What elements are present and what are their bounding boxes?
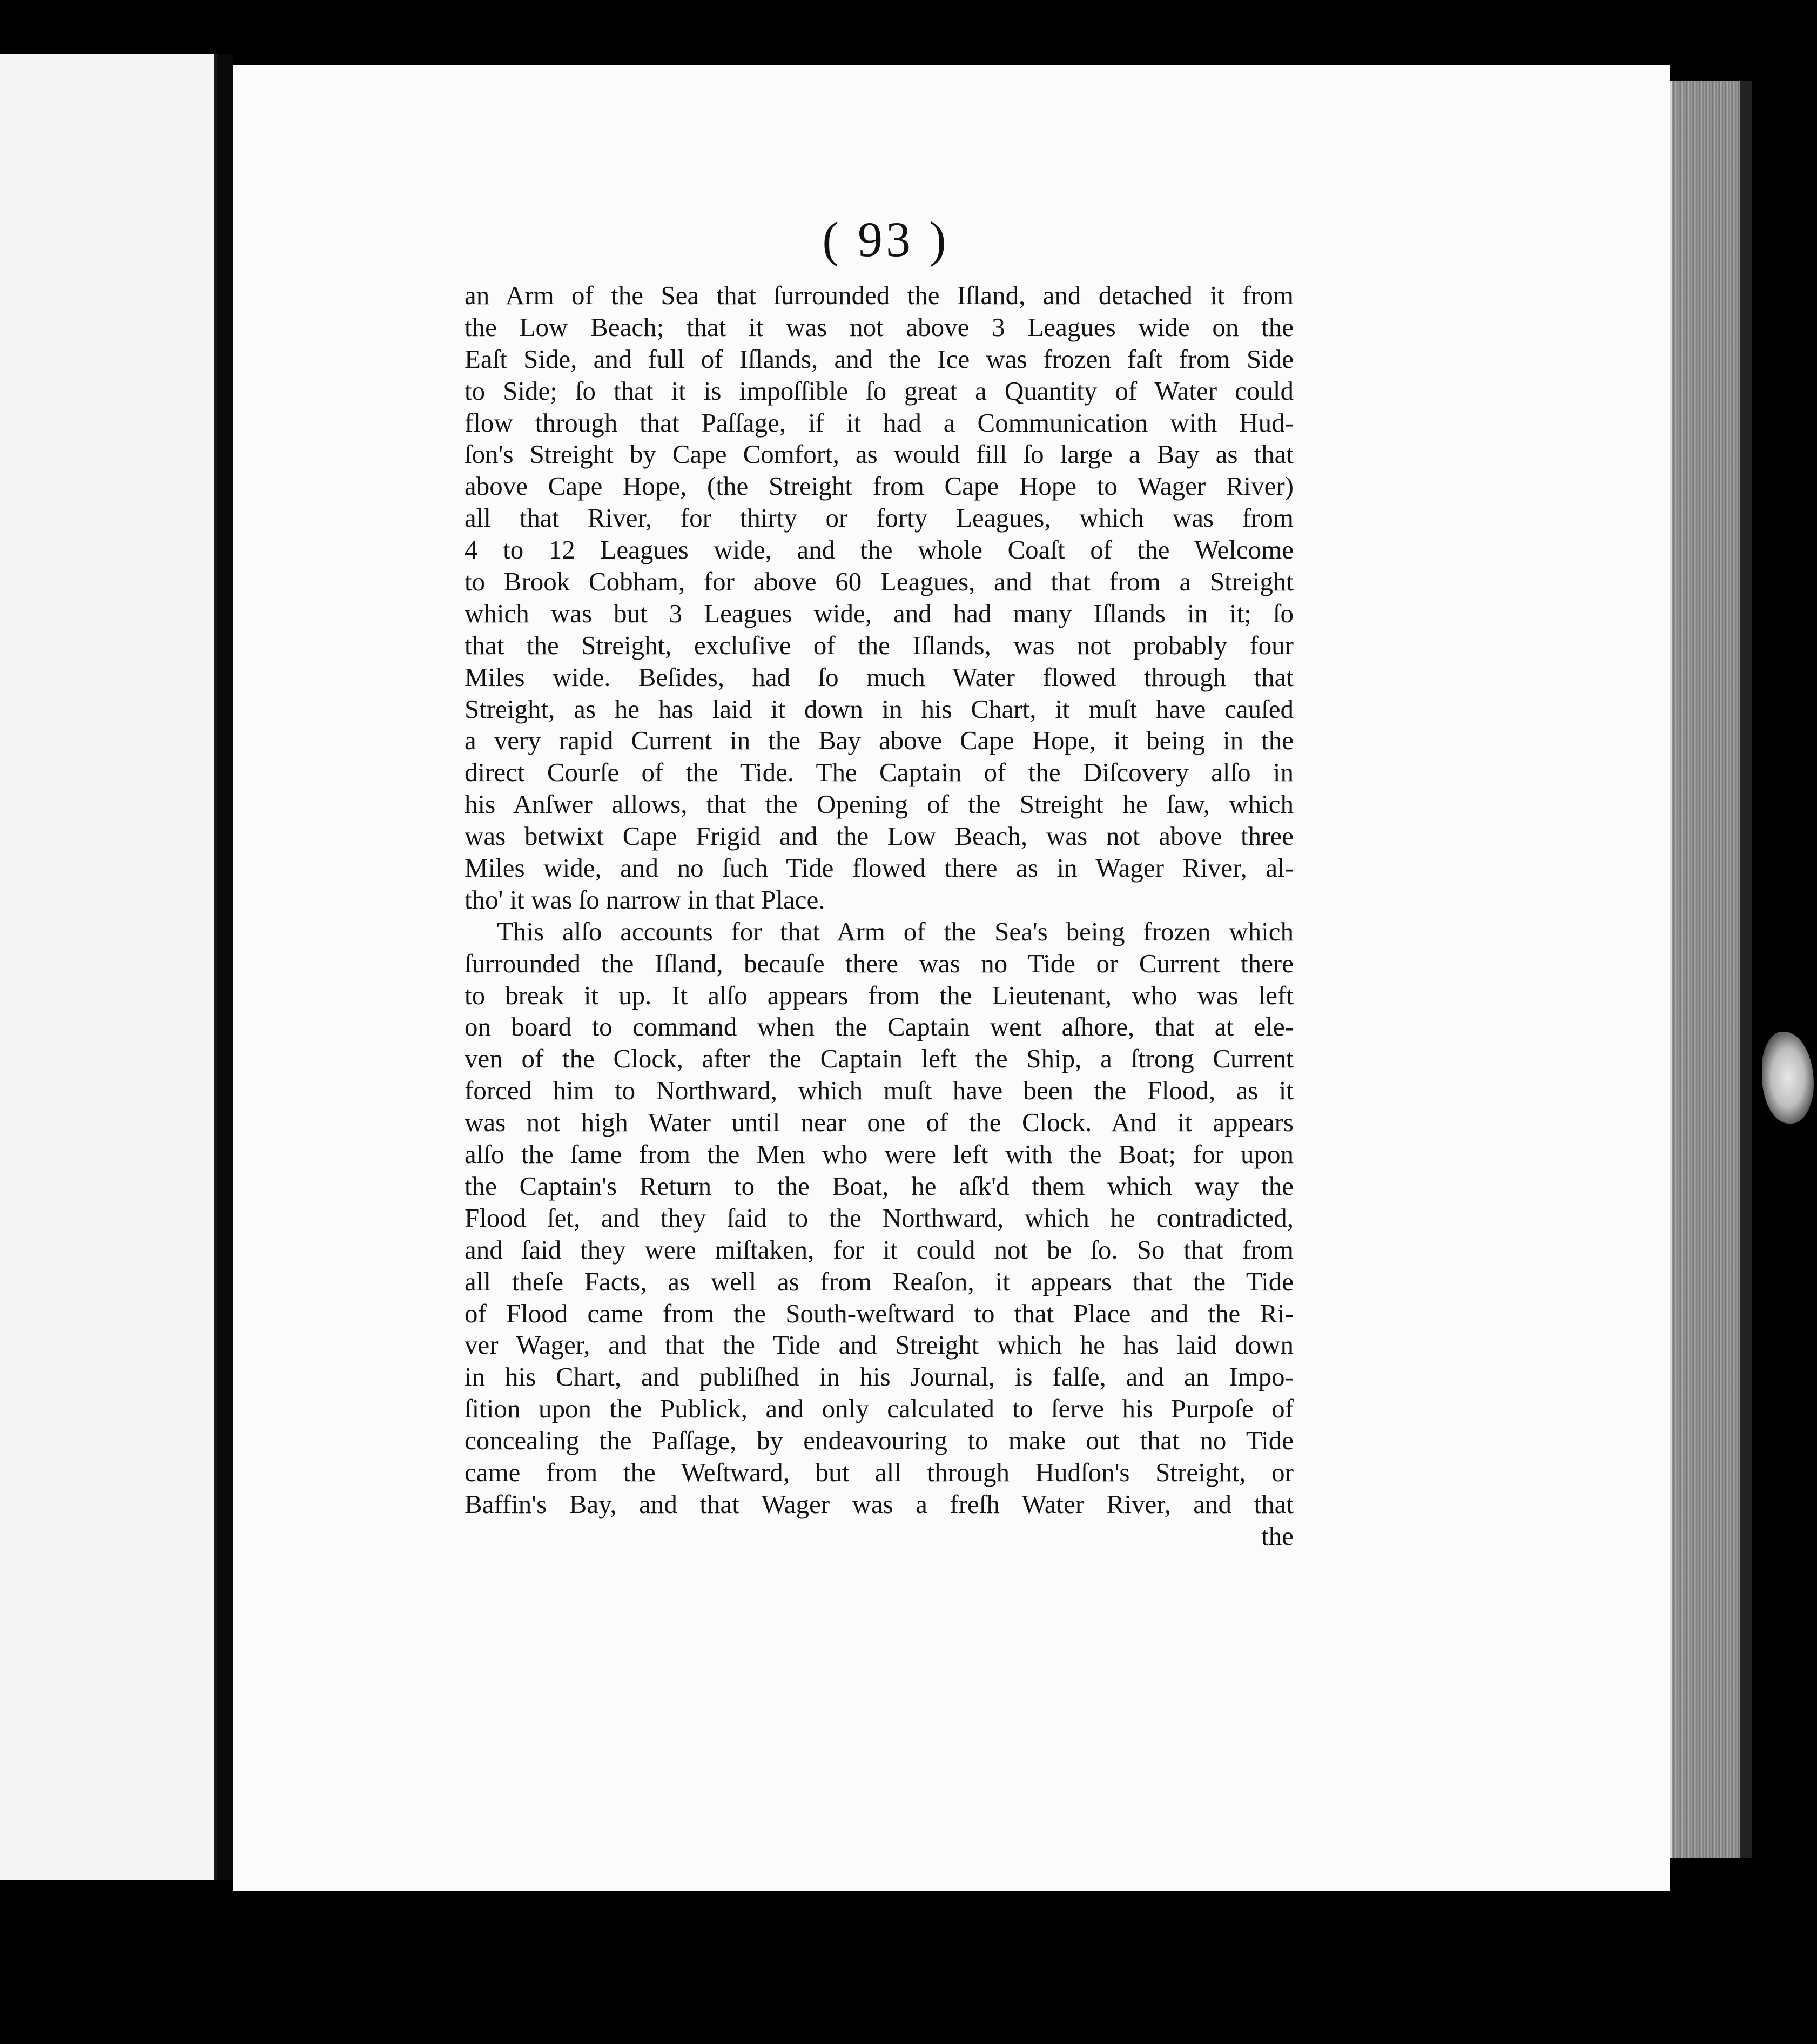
text-line: came from the Weſtward, but all through Hudſon's Streight, or <box>465 1457 1294 1487</box>
text-line: an Arm of the Sea that ſurrounded the Iſland, and detached it from <box>465 280 1294 310</box>
text-line: ſon's Streight by Cape Comfort, as would fill ſo large a Bay as that <box>465 439 1294 469</box>
text-line: forced him to Northward, which muſt have been the Flood, as it <box>465 1075 1294 1106</box>
text-line: of Flood came from the South-weſtward to that Place and the Ri- <box>465 1298 1294 1328</box>
text-line: a very rapid Current in the Bay above Cape Hope, it being in the <box>465 725 1294 756</box>
body-text <box>465 280 1294 1552</box>
text-line: ſition upon the Publick, and only calculated to ſerve his Purpoſe of <box>465 1394 1294 1424</box>
text-line: on board to command when the Captain went aſhore, that at ele- <box>465 1012 1294 1042</box>
text-line: all theſe Facts, as well as from Reaſon, it appears that the Tide <box>465 1266 1294 1296</box>
text-line: Flood ſet, and they ſaid to the Northward, which he contradicted, <box>465 1202 1294 1233</box>
text-line: Eaſt Side, and full of Iſlands, and the Ice was frozen faſt from Side <box>465 344 1294 374</box>
text-line: his Anſwer allows, that the Opening of the Streight he ſaw, which <box>465 789 1294 819</box>
text-line: above Cape Hope, (the Streight from Cape Hope to Wager River) <box>465 471 1294 501</box>
text-line: and ſaid they were miſtaken, for it could not be ſo. So that from <box>465 1234 1294 1265</box>
text-line: Streight, as he has laid it down in his Chart, it muſt have cauſed <box>465 694 1294 724</box>
text-line: all that River, for thirty or forty Leagues, which was from <box>465 503 1294 533</box>
text-line: to break it up. It alſo appears from the Lieutenant, who was left <box>465 980 1294 1010</box>
text-line: This alſo accounts for that Arm of the Sea's being frozen which <box>497 916 1294 946</box>
text-line: flow through that Paſſage, if it had a Communication with Hud- <box>465 407 1294 438</box>
text-line: ver Wager, and that the Tide and Streight which he has laid down <box>465 1330 1294 1360</box>
book-gutter <box>217 54 233 1880</box>
text-line: the Low Beach; that it was not above 3 Leagues wide on the <box>465 312 1294 342</box>
text-line: alſo the ſame from the Men who were left with the Boat; for upon <box>465 1139 1294 1169</box>
text-line: ven of the Clock, after the Captain left the Ship, a ſtrong Current <box>465 1044 1294 1074</box>
text-line: Baffin's Bay, and that Wager was a freſh Water River, and that <box>465 1489 1294 1519</box>
text-line: Miles wide, and no ſuch Tide flowed there as in Wager River, al- <box>465 853 1294 883</box>
text-line: which was but 3 Leagues wide, and had many Iſlands in it; ſo <box>465 598 1294 628</box>
text-line: the Captain's Return to the Boat, he aſk'd them which way the <box>465 1171 1294 1201</box>
paper-damage-spot <box>1762 1032 1814 1124</box>
text-line: direct Courſe of the Tide. The Captain of the Diſcovery alſo in <box>465 757 1294 788</box>
text-line: to Brook Cobham, for above 60 Leagues, and that from a Streight <box>465 567 1294 597</box>
text-line: to Side; ſo that it is impoſſible ſo great a Quantity of Water could <box>465 375 1294 406</box>
facing-page-left <box>0 54 217 1880</box>
page-number: ( 93 ) <box>822 212 950 267</box>
catchword: the <box>1261 1521 1294 1551</box>
text-line: was not high Water until near one of the Clock. And it appears <box>465 1107 1294 1138</box>
text-line: Miles wide. Beſides, had ſo much Water flowed through that <box>465 662 1294 692</box>
text-line: that the Streight, excluſive of the Iſlands, was not probably four <box>465 630 1294 660</box>
page-edge-shadow <box>1740 81 1752 1858</box>
text-line: was betwixt Cape Frigid and the Low Beach, was not above three <box>465 821 1294 851</box>
text-line: ſurrounded the Iſland, becauſe there was no Tide or Current there <box>465 948 1294 978</box>
text-line: concealing the Paſſage, by endeavouring to make out that no Tide <box>465 1426 1294 1456</box>
text-line: tho' it was ſo narrow in that Place. <box>465 884 825 915</box>
page-block-edge <box>1670 81 1742 1858</box>
text-line: 4 to 12 Leagues wide, and the whole Coaſt of the Welcome <box>465 535 1294 565</box>
text-line: in his Chart, and publiſhed in his Journal, is falſe, and an Impo- <box>465 1362 1294 1392</box>
